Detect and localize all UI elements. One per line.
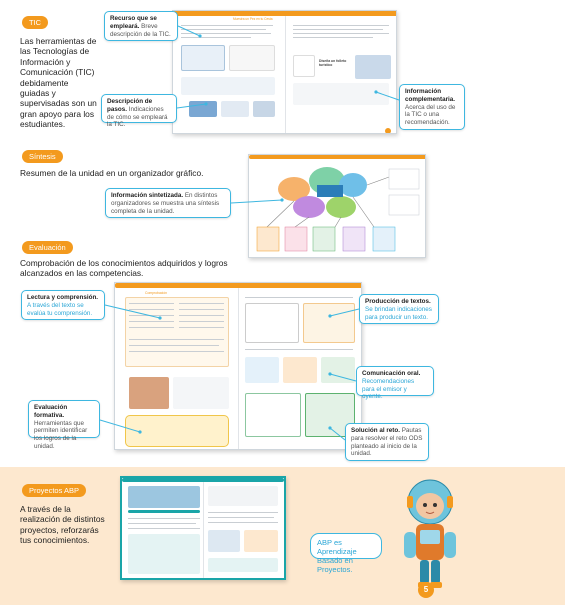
callout-solucion [345, 423, 429, 461]
callout-produccion-desc: Se brindan indicaciones para producir un texto. [365, 305, 432, 321]
callout-lectura-title: Lectura y comprensión. [27, 294, 99, 301]
callout-formativa-title: Evaluación formativa. [34, 404, 68, 419]
callout-recurso [104, 11, 178, 41]
callout-lectura [21, 290, 105, 320]
callout-solucion-desc: Pautas para resolver el reto ODS planteado al inicio de la unidad. [351, 427, 423, 458]
eval-mock-heading: Comprobación [145, 291, 168, 295]
callout-pasos-desc: Indicaciones de cómo se empleará la TIC. [107, 105, 168, 129]
robot-mascot-image [390, 472, 470, 592]
tic-description: Las herramientas de las Tecnologías de Información y Comunicación (TIC) debidamente guiadas y supervisadas son un gran apoyo para los estudiantes. [20, 36, 97, 130]
callout-lectura-desc: A través del texto se evalúa tu comprensión. [27, 301, 93, 317]
organizer-diagram [249, 155, 426, 258]
sintesis-pill: Síntesis [22, 150, 63, 163]
callout-solucion-title: Solución al reto. [351, 427, 400, 434]
callout-sintetizada-desc: En distintos organizadores se muestra una síntesis completa de la unidad. [111, 192, 220, 215]
callout-produccion-title: Producción de textos. [365, 298, 431, 305]
callout-recurso-desc: Breve descripción de la TIC. [110, 22, 171, 38]
abp-pill: Proyectos ABP [22, 484, 86, 497]
callout-produccion [359, 294, 439, 324]
sintesis-organizer-image [248, 154, 426, 258]
evaluacion-spread-image [114, 282, 362, 450]
sintesis-description: Resumen de la unidad en un organizador gráfico. [20, 168, 204, 178]
callout-info-desc: Acerca del uso de la TIC o una recomendación. [405, 103, 456, 127]
tic-mock-card: Diseña un folleto turístico [319, 59, 347, 67]
tic-mock-heading: Muestra un Pez en tu Cesta [233, 17, 273, 21]
abp-description: A través de la realización de distintos proyectos, reforzarás tus conocimientos. [20, 504, 105, 546]
abp-speech-bubble: ABP es Aprendizaje Basado en Proyectos. [310, 533, 382, 559]
callout-sintetizada-title: Información sintetizada. [111, 192, 184, 199]
callout-descripcion-pasos [101, 94, 177, 129]
callout-formativa-desc: Herramientas que permiten identificar los logros de la unidad. [34, 419, 88, 450]
evaluacion-pill: Evaluación [22, 241, 73, 254]
callout-recurso-title: Recurso que se empleará. [110, 15, 157, 30]
callout-comunicacion [356, 366, 434, 401]
evaluacion-description: Comprobación de los conocimientos adquiridos y logros alcanzados en las competencias. [20, 258, 228, 279]
page-number: 5 [418, 582, 434, 598]
callout-info-title: Información complementaria. [405, 88, 456, 103]
callout-comunicacion-title: Comunicación oral. [362, 370, 421, 377]
abp-spread-image [120, 476, 286, 580]
callout-info-sintetizada [105, 188, 231, 218]
callout-info-complementaria [399, 84, 465, 130]
callout-formativa [28, 400, 100, 450]
callout-comunicacion-desc: Recomendaciones para el emisor y oyente. [362, 377, 415, 401]
callout-pasos-title: Descripción de pasos. [107, 98, 153, 113]
tic-spread-image [172, 10, 397, 134]
tic-pill: TIC [22, 16, 48, 29]
